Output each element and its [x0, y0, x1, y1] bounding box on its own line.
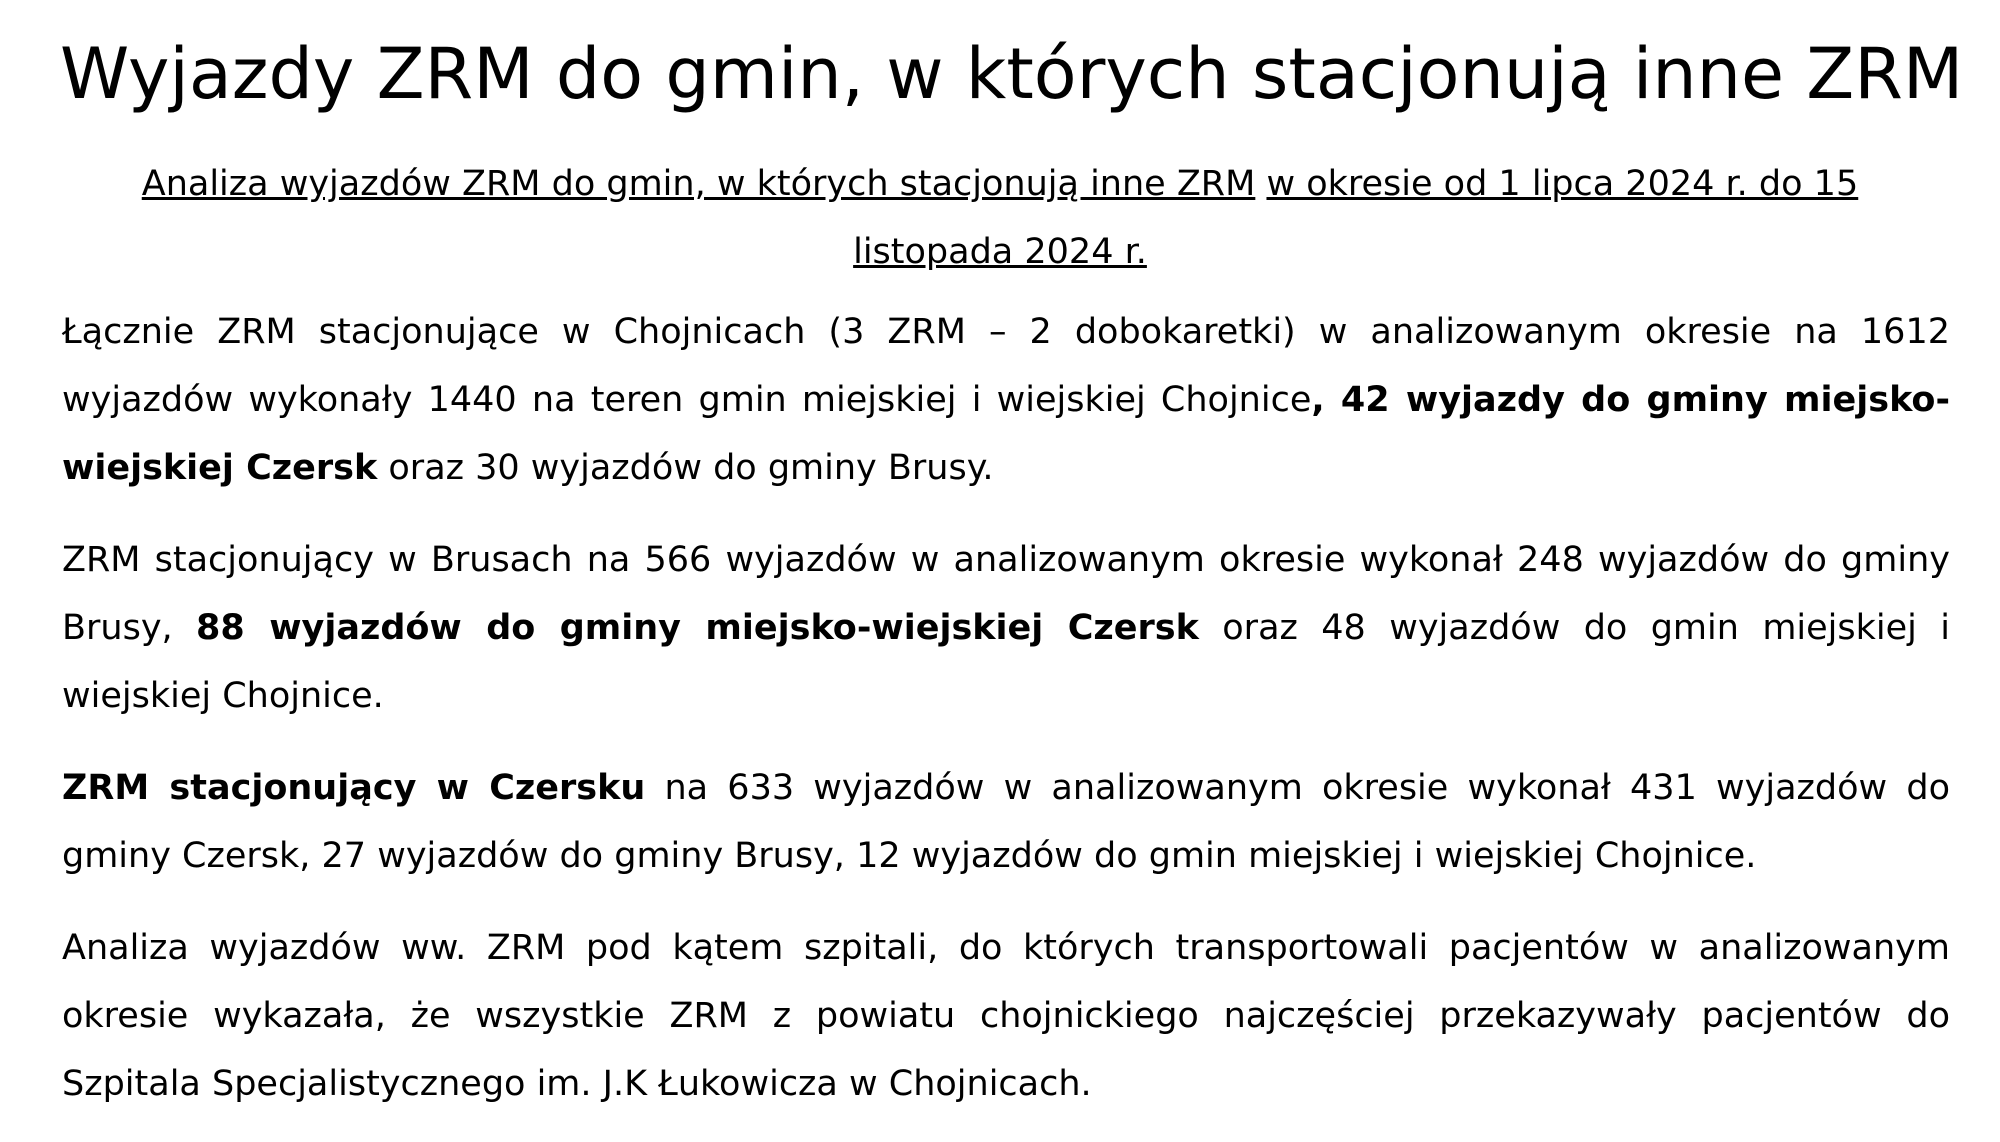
page-title: Wyjazdy ZRM do gmin, w których stacjonują inne ZRM	[60, 33, 1964, 115]
paragraph-chojnice-text-2: oraz 30 wyjazdów do gminy Brusy.	[377, 448, 994, 488]
paragraph-chojnice-text-1: Łącznie ZRM stacjonujące w Chojnicach (3 ZRM – 2 dobokaretki) w analizowanym okresie na 1612 wyjazdów wykonały 1440 na teren gmin miejskiej i wiejskiej Chojnice	[62, 312, 1950, 420]
paragraph-brusy-text-2: oraz 48 wyjazdów do gmin miejskiej i wiejskiej Chojnice.	[62, 608, 1950, 716]
paragraph-brusy-text-1: ZRM stacjonujący w Brusach na 566 wyjazdów w analizowanym okresie wykonał 248 wyjazdów do gminy Brusy,	[62, 540, 1950, 648]
paragraph-brusy-bold: 88 wyjazdów do gminy miejsko-wiejskiej Czersk	[196, 608, 1199, 648]
paragraph-chojnice	[62, 298, 1950, 502]
subtitle-part-2: w okresie od 1 lipca 2024 r. do 15 listopada 2024 r.	[853, 164, 1859, 272]
subtitle-part-1: Analiza wyjazdów ZRM do gmin, w których stacjonują inne ZRM	[141, 164, 1256, 204]
paragraph-hospitals-text-1: Analiza wyjazdów ww. ZRM pod kątem szpitali, do których transportowali pacjentów w analizowanym okresie wykazała, że wszystkie ZRM z powiatu chojnickiego najczęściej przekazywały pacjentów do Szpitala Specjalistycznego im. J.K Łukowicza w Chojnicach.	[62, 928, 1950, 1104]
paragraph-brusy	[62, 526, 1950, 730]
paragraph-hospitals	[62, 914, 1950, 1118]
paragraph-chojnice-bold: , 42 wyjazdy do gminy miejsko-wiejskiej Czersk	[62, 380, 1950, 488]
body-text	[62, 298, 1950, 1142]
subtitle	[80, 150, 1920, 286]
paragraph-czersk-bold: ZRM stacjonujący w Czersku	[62, 768, 646, 808]
paragraph-czersk	[62, 754, 1950, 890]
paragraph-czersk-text-1: na 633 wyjazdów w analizowanym okresie wykonał 431 wyjazdów do gminy Czersk, 27 wyjazdów do gminy Brusy, 12 wyjazdów do gmin miejskiej i wiejskiej Chojnice.	[62, 768, 1950, 876]
